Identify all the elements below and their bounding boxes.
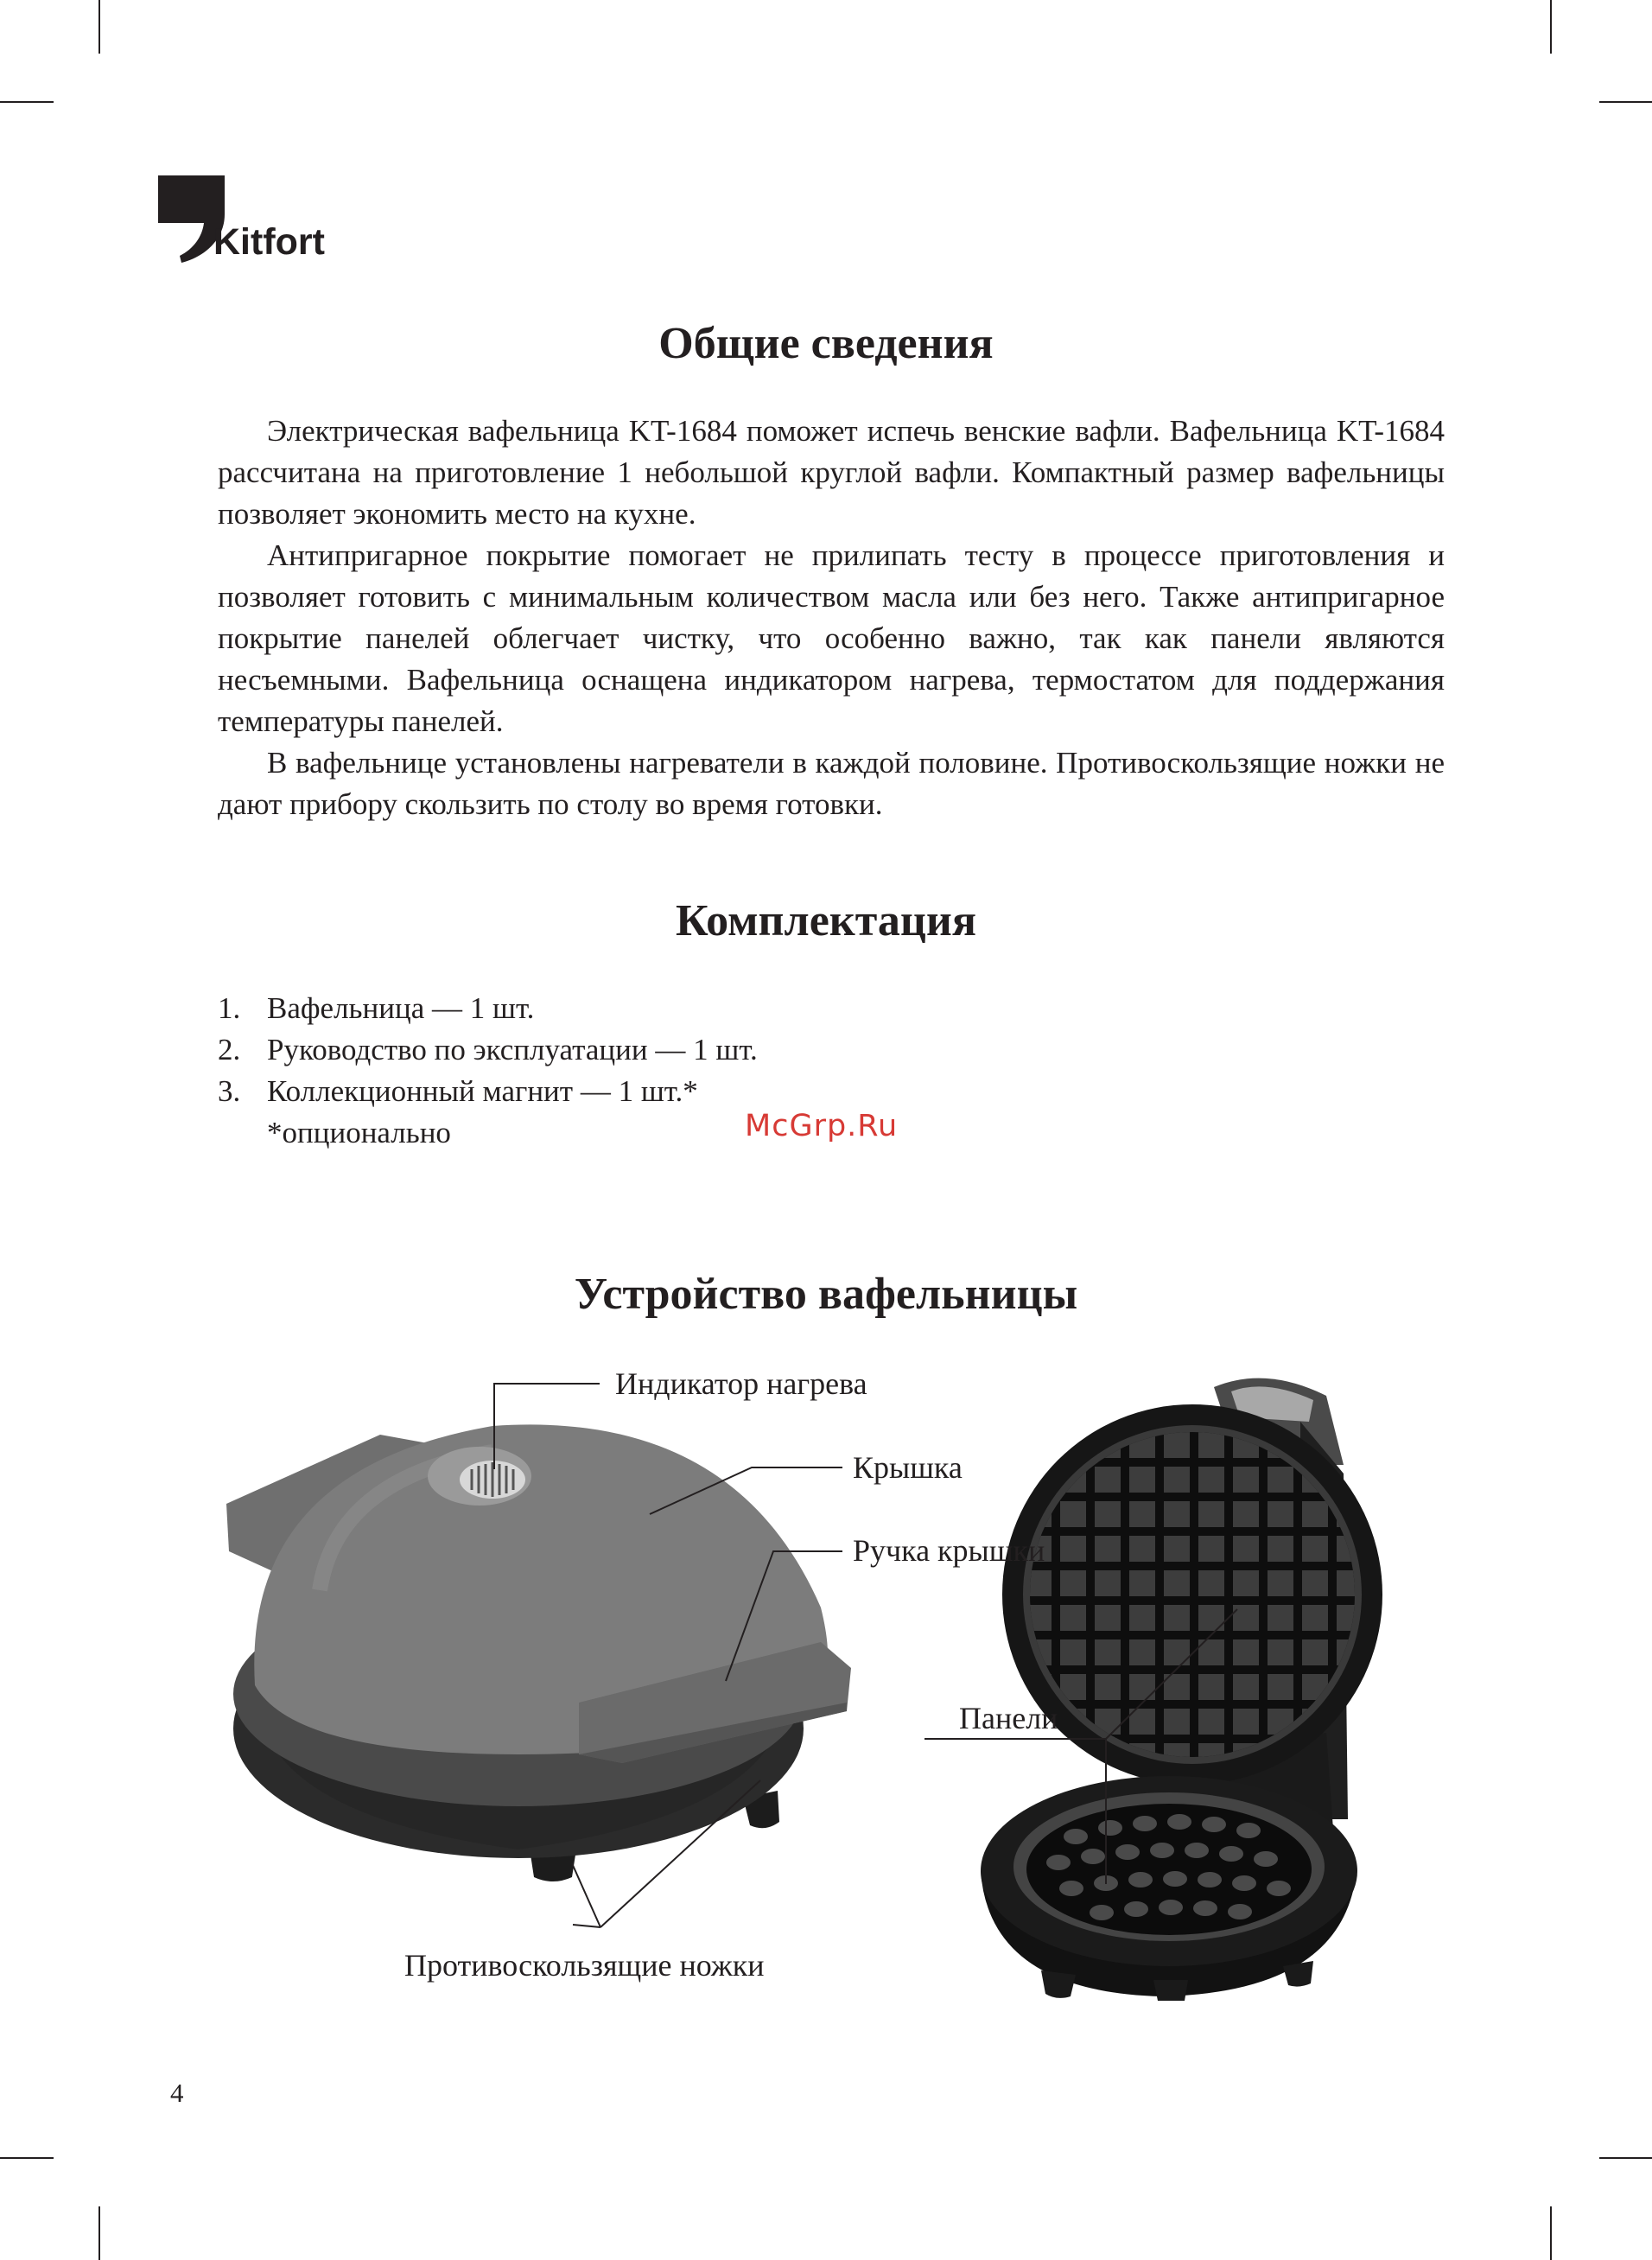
waffle-maker-open-image [981, 1370, 1465, 2001]
footnote: *опционально [267, 1116, 451, 1149]
paragraph: Антипригарное покрытие помогает не прилипать тесту в процессе приготовления и позволяет готовить с минимальным количеством масла или без него. Также антипригарное покрытие панелей облегчает чистку, что особенно важно, так как панели являются несъемными. Вафельница оснащена индикатором нагрева, термостатом для поддержания температуры панелей. [218, 538, 1445, 738]
section-title-device: Устройство вафельницы [574, 1270, 1078, 1319]
list-item [218, 1029, 758, 1071]
paragraph: В вафельнице установлены нагреватели в каждой половине. Противоскользящие ножки не дают прибору скользить по столу во время готовки. [218, 746, 1445, 821]
list-text: Коллекционный магнит — 1 шт.* [267, 1074, 698, 1108]
contents-list [218, 988, 758, 1112]
list-number: 2. [218, 1033, 241, 1066]
crop-mark [98, 2206, 100, 2260]
label-lid: Крышка [853, 1450, 963, 1485]
label-indicator: Индикатор нагрева [615, 1366, 867, 1401]
label-panels: Панели [959, 1701, 1058, 1735]
list-item [218, 988, 758, 1029]
label-feet: Противоскользящие ножки [404, 1948, 765, 1983]
crop-mark [1550, 0, 1552, 54]
list-number: 3. [218, 1074, 241, 1108]
waffle-maker-closed-image [216, 1348, 864, 1901]
crop-mark [98, 0, 100, 54]
list-item [218, 1071, 758, 1112]
paragraph: Электрическая вафельница KT-1684 поможет испечь венские вафли. Вафельница KT-1684 рассчитана на приготовление 1 небольшой круглой вафли. Компактный размер вафельницы позволяет экономить место на кухне. [218, 414, 1445, 531]
section-title-contents: Комплектация [676, 896, 976, 945]
list-text: Руководство по эксплуатации — 1 шт. [267, 1033, 758, 1066]
label-lid-handle: Ручка крышки [853, 1533, 1045, 1568]
list-number: 1. [218, 991, 241, 1025]
page-number: 4 [170, 2078, 184, 2108]
crop-mark [1550, 2206, 1552, 2260]
section-title-general: Общие сведения [658, 319, 994, 368]
brand-name: Kitfort [213, 221, 325, 263]
list-text: Вафельница — 1 шт. [267, 991, 535, 1025]
crop-mark [0, 2157, 54, 2159]
crop-mark [0, 101, 54, 103]
watermark: McGrp.Ru [745, 1109, 899, 1143]
crop-mark [1599, 101, 1652, 103]
crop-mark [1599, 2157, 1652, 2159]
